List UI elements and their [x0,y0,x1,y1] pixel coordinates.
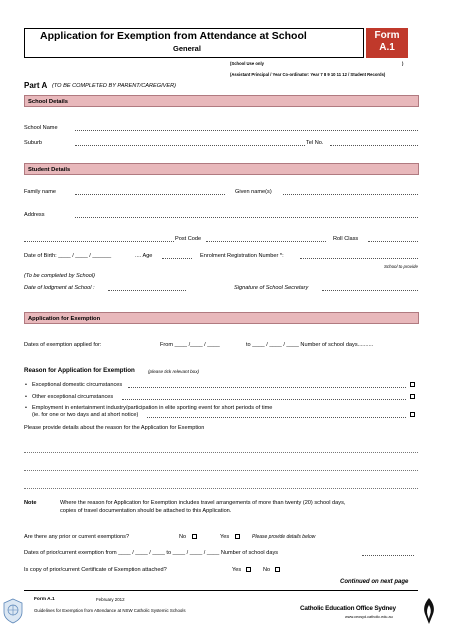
reason-other: • Other exceptional circumstances [32,394,113,401]
reason-other-checkbox[interactable] [410,394,415,399]
age-label: .... Age [135,253,153,259]
footer-rule [24,590,418,591]
age-field[interactable] [162,253,192,259]
dates-from-field[interactable]: From ____ /____ / ____ [160,342,220,348]
school-name-label: School Name [24,125,58,131]
part-a-note: (TO BE COMPLETED BY PARENT/CAREGIVER) [52,82,177,89]
family-name-field[interactable] [75,189,225,195]
provide-details-label: Please provide details about the reason for the Application for Exemption [24,425,205,431]
current-no-label: No [179,534,187,540]
school-details-bar [24,95,419,107]
address-label: Address [24,212,45,218]
roll-class-label: Roll Class [333,236,359,242]
footer-guidelines: Guidelines for Exemption from Attendance at NSW Catholic Systemic Schools [34,608,186,613]
copy-yes-label: Yes [232,567,242,573]
completed-by-school-note: (To be completed by School) [24,273,95,279]
current-exemptions-question: Are there any prior or current exemptions? [24,534,130,540]
exemption-bar [24,312,419,324]
reason-note: (please tick relevant box) [148,369,200,374]
copy-yes-checkbox[interactable] [246,567,251,572]
suburb-label: Suburb [24,140,43,146]
form-badge-number: A.1 [379,42,395,53]
given-names-label: Given name(s) [235,189,272,195]
form-badge-label: Form [374,30,400,41]
roll-class-field[interactable] [368,236,418,242]
records-line: (Assistant Principal / Year Co-ordinator: Year 7 8 9 10 11 12 / Student Records) [230,72,386,77]
current-yes-checkbox[interactable] [235,534,240,539]
tel-label: Tel No. [306,140,324,146]
footer-date: February 2012 [96,597,125,602]
school-details-heading: School Details [28,98,68,105]
current-yes-label: Yes [220,534,230,540]
address-line-2-field[interactable] [24,236,174,242]
current-no-checkbox[interactable] [192,534,197,539]
details-line-3[interactable] [24,488,418,489]
details-below-note: Please provide details below [252,534,316,540]
prior-days-field[interactable] [362,550,414,556]
school-use-close: ) [402,61,404,66]
post-code-field[interactable] [206,236,326,242]
reason-employment-checkbox[interactable] [410,412,415,417]
lodgment-label: Date of lodgment at School : [24,285,95,291]
reason-other-leader [122,394,406,400]
school-use-label: (School Use only [230,61,264,66]
details-line-2[interactable] [24,470,418,471]
dates-to-field[interactable]: to ____ / ____ / ____ Number of school days.......... [246,342,374,348]
enrolment-label: Enrolment Registration Number *: [200,253,284,259]
copy-no-checkbox[interactable] [275,567,280,572]
continued-note: Continued on next page [340,579,409,585]
note-text-2: copies of travel documentation should be attached to this Application. [60,508,232,514]
crest-logo [2,598,24,624]
reason-employment: • Employment in entertainment industry/participation in elite sporting event for short periods of time [32,405,272,412]
reason-heading: Reason for Application for Exemption [24,367,135,374]
page-title: Application for Exemption from Attendance at School [40,30,307,42]
form-badge [366,28,408,58]
copy-attached-question: Is copy of prior/current Certificate of Exemption attached? [24,567,167,573]
post-code-label: Post Code [175,236,202,242]
signature-label: Signature of School Secretary [234,285,309,291]
footer-org: Catholic Education Office Sydney [300,605,396,612]
dates-applied-label: Dates of exemption applied for: [24,342,102,348]
reason-domestic: • Exceptional domestic circumstances [32,382,122,389]
address-field[interactable] [75,212,418,218]
school-to-provide-note: School to provide [384,264,418,269]
enrolment-field[interactable] [300,253,418,259]
student-details-bar [24,163,419,175]
copy-no-label: No [263,567,271,573]
given-names-field[interactable] [283,189,418,195]
reason-domestic-leader [128,382,406,388]
footer-url: www.ceosyd.catholic.edu.au [345,615,393,619]
reason-employment-sub: (ie. for one or two days and at short notice) [32,412,139,418]
note-text-1: Where the reason for Application for Exemption includes travel arrangements of more than twenty (20) school days, [60,500,346,506]
prior-dates-field[interactable]: Dates of prior/current exemption from ____ / ____ / ____ to ____ / ____ / ____ Number of school days [24,550,279,556]
dob-field[interactable]: Date of Birth: ____ / ____ / ______ [24,253,112,259]
exemption-heading: Application for Exemption [28,315,101,322]
details-line-1[interactable] [24,452,418,453]
family-name-label: Family name [24,189,57,195]
reason-domestic-checkbox[interactable] [410,382,415,387]
part-a-label: Part A [24,81,48,90]
suburb-field[interactable] [75,140,305,146]
page-subtitle: General [173,44,201,53]
footer-form-ref: Form A.1 [34,597,55,602]
school-name-field[interactable] [75,125,418,131]
student-details-heading: Student Details [28,166,71,173]
tel-field[interactable] [330,140,418,146]
signature-field[interactable] [322,285,418,291]
lodgment-field[interactable] [108,285,186,291]
note-label: Note [24,500,37,506]
ceo-flame-logo [418,596,440,626]
reason-employment-leader [147,412,406,418]
